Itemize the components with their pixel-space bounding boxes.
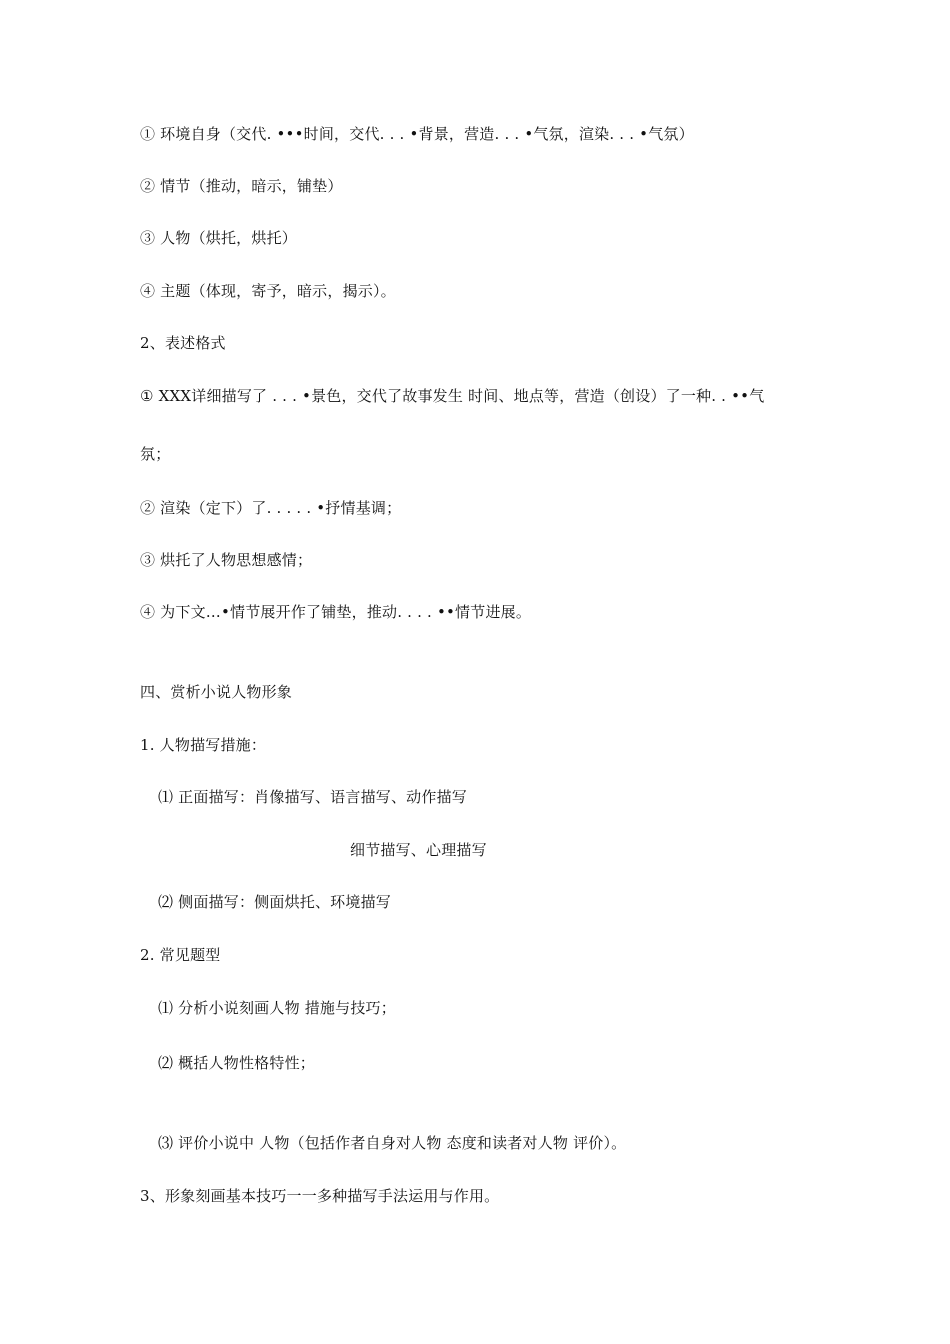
subheading-techniques: 3、形象刻画基本技巧一一多种描写手法运用与作用。 — [140, 1187, 500, 1205]
paragraph-format-4: ④ 为下文…•情节展开作了铺垫，推动. . . . ••情节进展。 — [140, 603, 532, 621]
subheading-question-types: 2. 常见题型 — [140, 946, 221, 964]
paragraph-format-2: ② 渲染（定下）了. . . . . •抒情基调； — [140, 499, 402, 517]
list-item-evaluate: ⑶ 评价小说中 人物（包括作者自身对人物 态度和读者对人物 评价）。 — [158, 1134, 627, 1152]
paragraph-plot: ② 情节（推动，暗示，铺垫） — [140, 177, 343, 195]
paragraph-theme: ④ 主题（体现，寄予，暗示，揭示）。 — [140, 282, 396, 300]
paragraph-environment: ① 环境自身（交代. •••时间，交代. . . •背景，营造. . . •气氛，渲染. . . •气氛） — [140, 125, 694, 143]
section-heading-format: 2、表述格式 — [140, 334, 226, 352]
section-heading-character: 四、赏析小说人物形象 — [140, 683, 293, 701]
list-item-direct: ⑴ 正面描写：肖像描写、语言描写、动作描写 — [158, 788, 467, 806]
paragraph-format-3: ③ 烘托了人物思想感情； — [140, 551, 313, 569]
list-item-analyze: ⑴ 分析小说刻画人物 措施与技巧； — [158, 999, 396, 1017]
paragraph-format-1-cont: 氛； — [140, 445, 171, 463]
paragraph-character: ③ 人物（烘托，烘托） — [140, 229, 297, 247]
list-item-direct-cont: 细节描写、心理描写 — [350, 841, 487, 859]
list-item-indirect: ⑵ 侧面描写：侧面烘托、环境描写 — [158, 893, 391, 911]
subheading-description-methods: 1. 人物描写措施： — [140, 736, 267, 754]
list-item-summarize: ⑵ 概括人物性格特性； — [158, 1054, 315, 1072]
paragraph-format-1: ① XXX详细描写了 . . . •景色，交代了故事发生 时间、地点等，营造（创设）了一种. . ••气 — [140, 387, 765, 405]
